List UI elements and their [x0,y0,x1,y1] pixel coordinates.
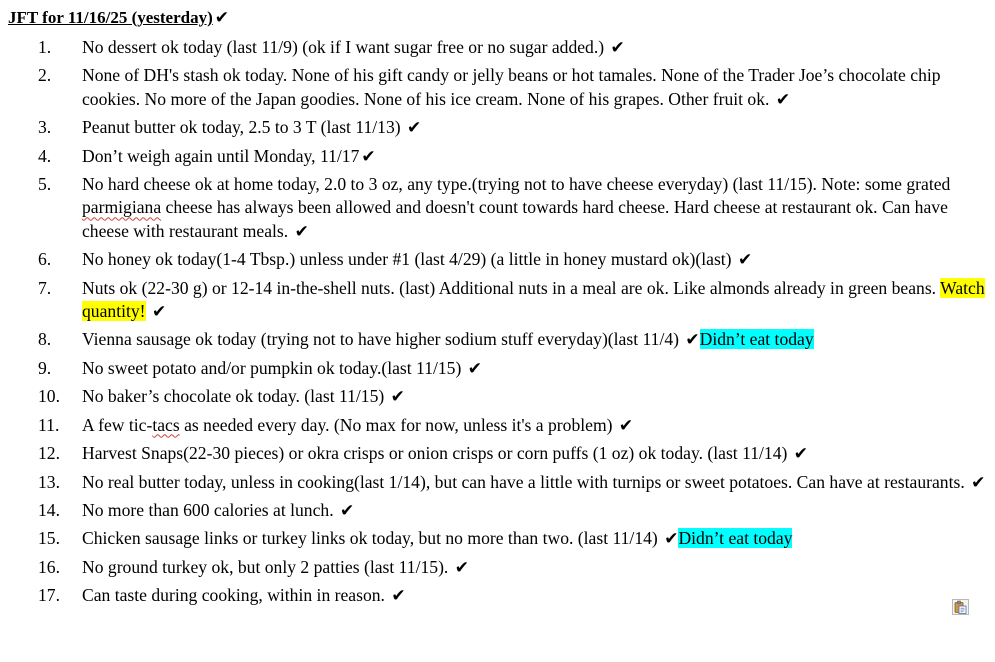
checkmark-icon: ✔ [467,358,482,379]
list-number: 9. [38,357,52,378]
checkmark-icon: ✔ [294,221,309,242]
checkmark-icon: ✔ [214,8,230,28]
item-text: cheese has always been allowed and doesn't count towards hard cheese. Hard cheese at restaurant ok. Can have cheese with restaurant meals. [82,197,948,241]
list-item [0,173,995,244]
checkmark-icon: ✔ [618,415,634,436]
list-number: 8. [38,329,52,350]
list-item [0,527,995,551]
item-text: Vienna sausage ok today (trying not to have higher sodium stuff everyday)(last 11/4) [82,329,684,350]
list-number: 16. [38,556,60,577]
item-text: No real butter today, unless in cooking(last 1/14), but can have a little with turnips or sweet potatoes. Can have at restaurants. [82,471,970,492]
list-number: 15. [38,528,60,549]
list-number: 7. [38,277,52,298]
list-number: 17. [38,585,60,606]
item-text: Chicken sausage links or turkey links ok today, but no more than two. (last 11/14) [82,528,663,549]
checkmark-icon: ✔ [390,387,405,408]
list-item [0,471,995,495]
list-item [0,64,995,112]
item-text: Harvest Snaps(22-30 pieces) or okra crisps or onion crisps or corn puffs (1 oz) ok today. (last 11/14) [82,443,792,464]
list-number: 3. [38,117,52,138]
rules-list [0,36,995,613]
checkmark-icon: ✔ [685,330,700,351]
list-number: 4. [38,145,52,166]
checkmark-icon: ✔ [737,250,753,271]
item-text: as needed every day. (No max for now, unless it's a problem) [179,414,617,435]
item-text: No ground turkey ok, but only 2 patties (last 11/15). [82,556,453,577]
spellcheck-word[interactable]: tacs [152,414,180,435]
item-text: No sweet potato and/or pumpkin ok today.(last 11/15) [82,357,466,378]
list-item [0,36,995,60]
checkmark-icon: ✔ [340,500,355,521]
list-item [0,248,995,272]
item-text: No more than 600 calories at lunch. [82,499,339,520]
list-item [0,414,995,438]
checkmark-icon: ✔ [361,146,376,167]
checkmark-icon: ✔ [971,472,986,493]
checkmark-icon: ✔ [391,586,406,607]
list-number: 5. [38,174,52,195]
paste-options-icon[interactable] [952,599,969,615]
list-item [0,116,995,140]
list-item [0,385,995,409]
highlighted-text: Watch quantity! [82,277,985,322]
document-heading [8,8,229,28]
item-text: None of DH's stash ok today. None of his gift candy or jelly beans or hot tamales. None of the Trader Joe’s chocolate chip cookies. No more of the Japan goodies. None of his ice cream. None of his grapes. Other fruit ok. [82,65,941,109]
list-item [0,357,995,381]
item-text: Can taste during cooking, within in reason. [82,585,390,606]
item-text: No dessert ok today (last 11/9) (ok if I want sugar free or no sugar added.) [82,37,609,57]
checkmark-icon: ✔ [454,557,469,578]
list-number: 10. [38,386,60,407]
checkmark-icon: ✔ [407,118,422,139]
list-number: 1. [38,37,52,57]
list-number: 12. [38,443,60,464]
list-item [0,442,995,466]
item-text: Nuts ok (22-30 g) or 12-14 in-the-shell nuts. (last) Additional nuts in a meal are ok. Like almonds already in green beans. [82,277,941,298]
checkmark-icon: ✔ [793,444,809,465]
item-text: Peanut butter ok today, 2.5 to 3 T (last 11/13) [82,117,406,138]
list-item [0,328,995,352]
list-item [0,145,995,169]
spellcheck-word[interactable]: parmigiana [82,197,162,218]
item-text: No hard cheese ok at home today, 2.0 to 3 oz, any type.(trying not to have cheese everyday) (last 11/15). Note: some grated [82,174,951,195]
item-text: No honey ok today(1-4 Tbsp.) unless under #1 (last 4/29) (a little in honey mustard ok)(last) [82,249,736,270]
list-number: 11. [38,414,60,435]
list-item [0,277,995,325]
checkmark-icon: ✔ [151,302,167,323]
heading-text: JFT for 11/16/25 (yesterday) [8,8,213,27]
list-item [0,556,995,580]
list-number: 6. [38,249,52,270]
list-item [0,499,995,523]
list-item [0,584,995,608]
item-text: Don’t weigh again until Monday, 11/17 [82,145,360,166]
list-number: 13. [38,471,60,492]
checkmark-icon: ✔ [610,38,625,58]
highlighted-note: Didn’t eat today [699,329,814,350]
checkmark-icon: ✔ [775,89,791,110]
list-number: 14. [38,499,60,520]
checkmark-icon: ✔ [664,529,679,550]
list-number: 2. [38,65,52,86]
highlighted-note: Didn’t eat today [678,528,793,549]
item-text: A few tic- [82,414,153,435]
item-text: No baker’s chocolate ok today. (last 11/15) [82,386,389,407]
